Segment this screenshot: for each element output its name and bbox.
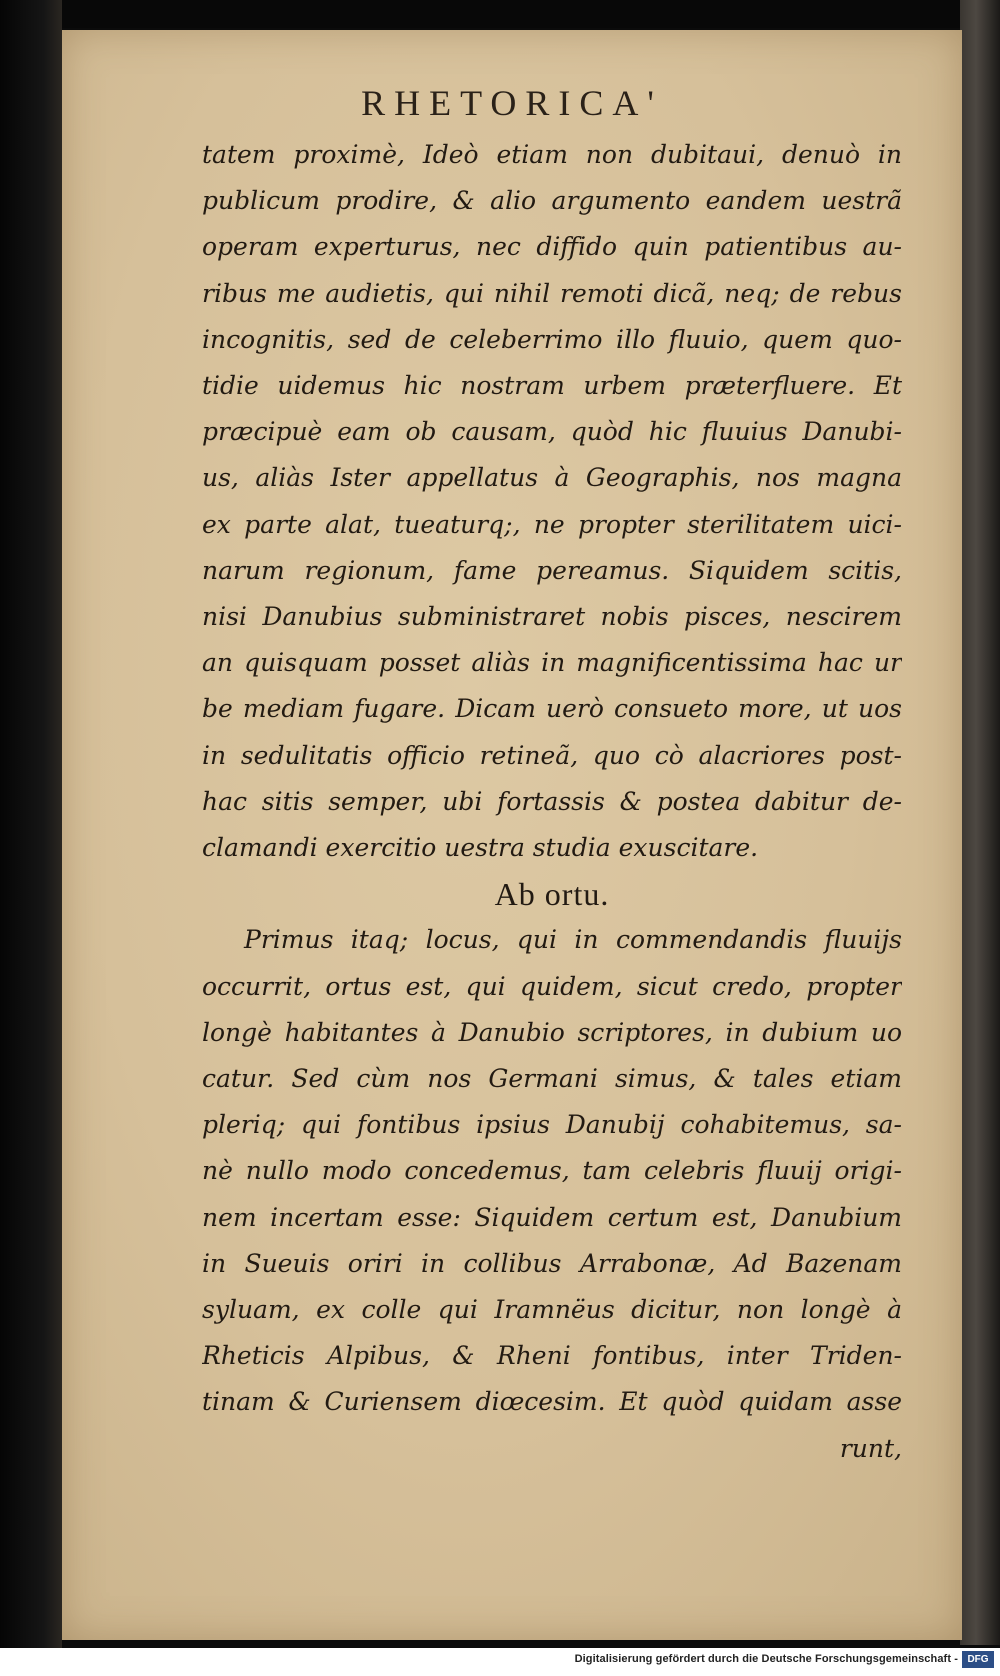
text-line: us, aliàs Ister appellatus à Geographis, nos magna bbox=[202, 463, 902, 493]
text-line: hac sitis semper, ubi fortassis & postea dabitur de- bbox=[202, 786, 902, 816]
text-line: an quisquam posset aliàs in magnificentissima hac ur bbox=[202, 648, 902, 678]
text-line: be mediam fugare. Dicam uerò consueto more, ut uos bbox=[202, 694, 902, 724]
running-head: RHETORICA' bbox=[361, 83, 663, 123]
text-line: ribus me audietis, qui nihil remoti dicã, neq; de rebus bbox=[202, 278, 902, 308]
text-line: tidie uidemus hic nostram urbem præterfluere. Et bbox=[202, 371, 902, 401]
text-line: Rheticis Alpibus, & Rheni fontibus, inter Triden- bbox=[202, 1341, 902, 1371]
footer-bar bbox=[0, 1648, 1000, 1676]
text-line: in sedulitatis officio retineã, quo cò alacriores post- bbox=[202, 740, 902, 770]
scan-top-edge bbox=[0, 0, 1000, 28]
section-heading: Ab ortu. bbox=[494, 876, 610, 913]
text-line: in Sueuis oriri in collibus Arrabonæ, Ad Bazenam bbox=[202, 1248, 902, 1278]
text-line: pleriq; qui fontibus ipsius Danubij cohabitemus, sa- bbox=[202, 1110, 902, 1140]
text-line: Primus itaq; locus, qui in commendandis fluuijs bbox=[244, 925, 902, 955]
text-line: præcipuè eam ob causam, quòd hic fluuius Danubi- bbox=[202, 417, 902, 447]
text-line: narum regionum, fame pereamus. Siquidem scitis, bbox=[202, 555, 902, 585]
book-spine-shadow bbox=[0, 0, 62, 1676]
text-line: tatem proximè, Ideò etiam non dubitaui, denuò in bbox=[202, 140, 902, 169]
text-line: operam experturus, nec diffido quin patientibus au- bbox=[202, 232, 902, 262]
text-line: catur. Sed cùm nos Germani simus, & tales etiam bbox=[202, 1064, 902, 1094]
text-line: ex parte alat, tueaturq;, ne propter sterilitatem uici- bbox=[202, 509, 902, 539]
text-line: longè habitantes à Danubio scriptores, in dubium uo bbox=[202, 1017, 902, 1047]
text-line: nisi Danubius subministraret nobis pisces, nescirem bbox=[202, 602, 902, 632]
text-line: occurrit, ortus est, qui quidem, sicut credo, propter bbox=[202, 971, 902, 1001]
funding-credit: Digitalisierung gefördert durch die Deutsche Forschungsgemeinschaft - bbox=[574, 1653, 958, 1665]
text-line: publicum prodire, & alio argumento eandem uestrã bbox=[202, 186, 902, 216]
book-cover-edge bbox=[960, 0, 1000, 1645]
text-line: clamandi exercitio uestra studia exuscitare. bbox=[202, 833, 759, 863]
text-line: tinam & Curiensem diœcesim. Et quòd quidam asse bbox=[202, 1387, 902, 1417]
book-page bbox=[62, 30, 962, 1640]
text-line: incognitis, sed de celeberrimo illo fluuio, quem quo- bbox=[202, 324, 902, 354]
text-line: nem incertam esse: Siquidem certum est, Danubium bbox=[202, 1202, 902, 1232]
catchword: runt, bbox=[839, 1433, 902, 1463]
text-line: nè nullo modo concedemus, tam celebris fluuij origi- bbox=[202, 1156, 902, 1186]
text-block bbox=[202, 132, 902, 1472]
dfg-logo: DFG bbox=[962, 1651, 994, 1668]
text-line: syluam, ex colle qui Iramnëus dicitur, non longè à bbox=[202, 1295, 902, 1325]
